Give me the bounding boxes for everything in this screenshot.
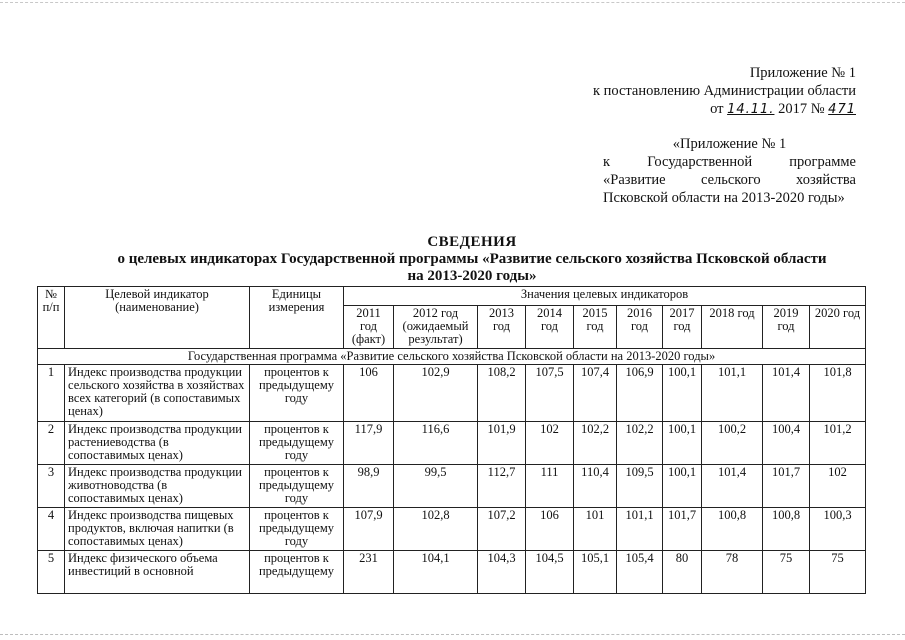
- indicator-name: Индекс физического объема инвестиций в основной: [65, 551, 250, 594]
- value-cell: 101,4: [702, 465, 763, 508]
- word: сельского: [700, 172, 761, 188]
- value-cell: 106,9: [617, 365, 663, 422]
- value-cell: 101,4: [763, 365, 810, 422]
- value-cell: 104,3: [478, 551, 526, 594]
- value-cell: 101,7: [763, 465, 810, 508]
- row-number: 5: [38, 551, 65, 594]
- col-header-values-group: Значения целевых индикаторов: [344, 287, 866, 306]
- value-cell: 101,1: [617, 508, 663, 551]
- value-cell: 100,8: [763, 508, 810, 551]
- value-cell: 75: [763, 551, 810, 594]
- value-cell: 100,2: [702, 422, 763, 465]
- row-number: 1: [38, 365, 65, 422]
- value-cell: 117,9: [344, 422, 394, 465]
- row-number: 4: [38, 508, 65, 551]
- col-header-year: 2011 год (факт): [344, 306, 394, 349]
- word: к: [603, 154, 611, 170]
- indicator-name: Индекс производства продукции животноводства (в сопоставимых ценах): [65, 465, 250, 508]
- value-cell: 98,9: [344, 465, 394, 508]
- handwritten-date: 14.11.: [727, 102, 775, 117]
- value-cell: 100,1: [663, 365, 702, 422]
- value-cell: 100,3: [810, 508, 866, 551]
- table-row: [38, 422, 866, 465]
- value-cell: 108,2: [478, 365, 526, 422]
- section-title: Государственная программа «Развитие сельского хозяйства Псковской области на 2013-2020 годы»: [38, 349, 866, 365]
- appendix-2-line1: [603, 153, 856, 171]
- value-cell: 102: [526, 422, 574, 465]
- appendix-1-line3: [556, 100, 856, 119]
- value-cell: 109,5: [617, 465, 663, 508]
- value-cell: 110,4: [574, 465, 617, 508]
- value-cell: 105,4: [617, 551, 663, 594]
- word: «Развитие: [603, 172, 666, 188]
- value-cell: 106: [344, 365, 394, 422]
- value-cell: 102,9: [394, 365, 478, 422]
- scan-edge-bottom: [0, 634, 905, 635]
- indicator-name: Индекс производства продукции сельского хозяйства в хозяйствах всех категорий (в сопоставимых ценах): [65, 365, 250, 422]
- appendix-2-line2: [603, 171, 856, 189]
- value-cell: 104,5: [526, 551, 574, 594]
- col-header-year: 2013 год: [478, 306, 526, 349]
- date-prefix: от: [710, 101, 724, 117]
- word: Государственной: [647, 154, 753, 170]
- value-cell: 102,8: [394, 508, 478, 551]
- value-cell: 101: [574, 508, 617, 551]
- table-row: [38, 508, 866, 551]
- appendix-1-line2: к постановлению Администрации области: [592, 83, 856, 99]
- table-section-row: [38, 349, 866, 365]
- handwritten-number: 471: [828, 102, 856, 117]
- appendix-2-block: [603, 135, 856, 207]
- row-number: 2: [38, 422, 65, 465]
- value-cell: 80: [663, 551, 702, 594]
- value-cell: 112,7: [478, 465, 526, 508]
- value-cell: 100,1: [663, 422, 702, 465]
- col-header-year: 2016 год: [617, 306, 663, 349]
- value-cell: 231: [344, 551, 394, 594]
- value-cell: 106: [526, 508, 574, 551]
- value-cell: 100,4: [763, 422, 810, 465]
- value-cell: 104,1: [394, 551, 478, 594]
- value-cell: 107,9: [344, 508, 394, 551]
- value-cell: 101,7: [663, 508, 702, 551]
- word: хозяйства: [796, 172, 856, 188]
- value-cell: 107,5: [526, 365, 574, 422]
- unit: процентов к предыдущему году: [250, 508, 344, 551]
- indicator-name: Индекс производства продукции растениеводства (в сопоставимых ценах): [65, 422, 250, 465]
- appendix-2-line0: «Приложение № 1: [672, 136, 787, 152]
- appendix-2-line3: Псковской области на 2013-2020 годы»: [603, 190, 845, 206]
- unit: процентов к предыдущему году: [250, 422, 344, 465]
- value-cell: 75: [810, 551, 866, 594]
- table-row: [38, 365, 866, 422]
- value-cell: 111: [526, 465, 574, 508]
- value-cell: 101,2: [810, 422, 866, 465]
- value-cell: 102: [810, 465, 866, 508]
- table-row: [38, 465, 866, 508]
- col-header-year: 2018 год: [702, 306, 763, 349]
- value-cell: 107,4: [574, 365, 617, 422]
- unit: процентов к предыдущему году: [250, 465, 344, 508]
- col-header-indicator: Целевой индикатор (наименование): [65, 287, 250, 349]
- unit: процентов к предыдущему году: [250, 365, 344, 422]
- col-header-year: 2017 год: [663, 306, 702, 349]
- col-header-year: 2015 год: [574, 306, 617, 349]
- col-header-year: 2012 год (ожидаемый результат): [394, 306, 478, 349]
- value-cell: 116,6: [394, 422, 478, 465]
- document-subtitle: о целевых индикаторах Государственной программы «Развитие сельского хозяйства Псковской области: [117, 251, 827, 267]
- value-cell: 101,8: [810, 365, 866, 422]
- col-header-year: 2020 год: [810, 306, 866, 349]
- value-cell: 100,8: [702, 508, 763, 551]
- value-cell: 101,1: [702, 365, 763, 422]
- indicators-table: [37, 286, 866, 594]
- indicator-name: Индекс производства пищевых продуктов, включая напитки (в сопоставимых ценах): [65, 508, 250, 551]
- appendix-1-line1: Приложение № 1: [749, 65, 856, 81]
- value-cell: 78: [702, 551, 763, 594]
- document-subtitle-line2: на 2013-2020 годы»: [407, 268, 537, 284]
- col-header-num: № п/п: [38, 287, 65, 349]
- value-cell: 100,1: [663, 465, 702, 508]
- value-cell: 101,9: [478, 422, 526, 465]
- table-row: [38, 551, 866, 594]
- scan-edge-top: [0, 2, 905, 3]
- appendix-1-block: [556, 64, 856, 119]
- year-number-label: 2017 №: [778, 101, 825, 117]
- value-cell: 102,2: [617, 422, 663, 465]
- document-title: СВЕДЕНИЯ: [427, 234, 517, 250]
- value-cell: 102,2: [574, 422, 617, 465]
- word: программе: [789, 154, 856, 170]
- col-header-year: 2014 год: [526, 306, 574, 349]
- value-cell: 99,5: [394, 465, 478, 508]
- col-header-unit: Единицы измерения: [250, 287, 344, 349]
- col-header-year: 2019 год: [763, 306, 810, 349]
- row-number: 3: [38, 465, 65, 508]
- table-header-row: [38, 287, 866, 306]
- value-cell: 105,1: [574, 551, 617, 594]
- unit: процентов к предыдущему: [250, 551, 344, 594]
- value-cell: 107,2: [478, 508, 526, 551]
